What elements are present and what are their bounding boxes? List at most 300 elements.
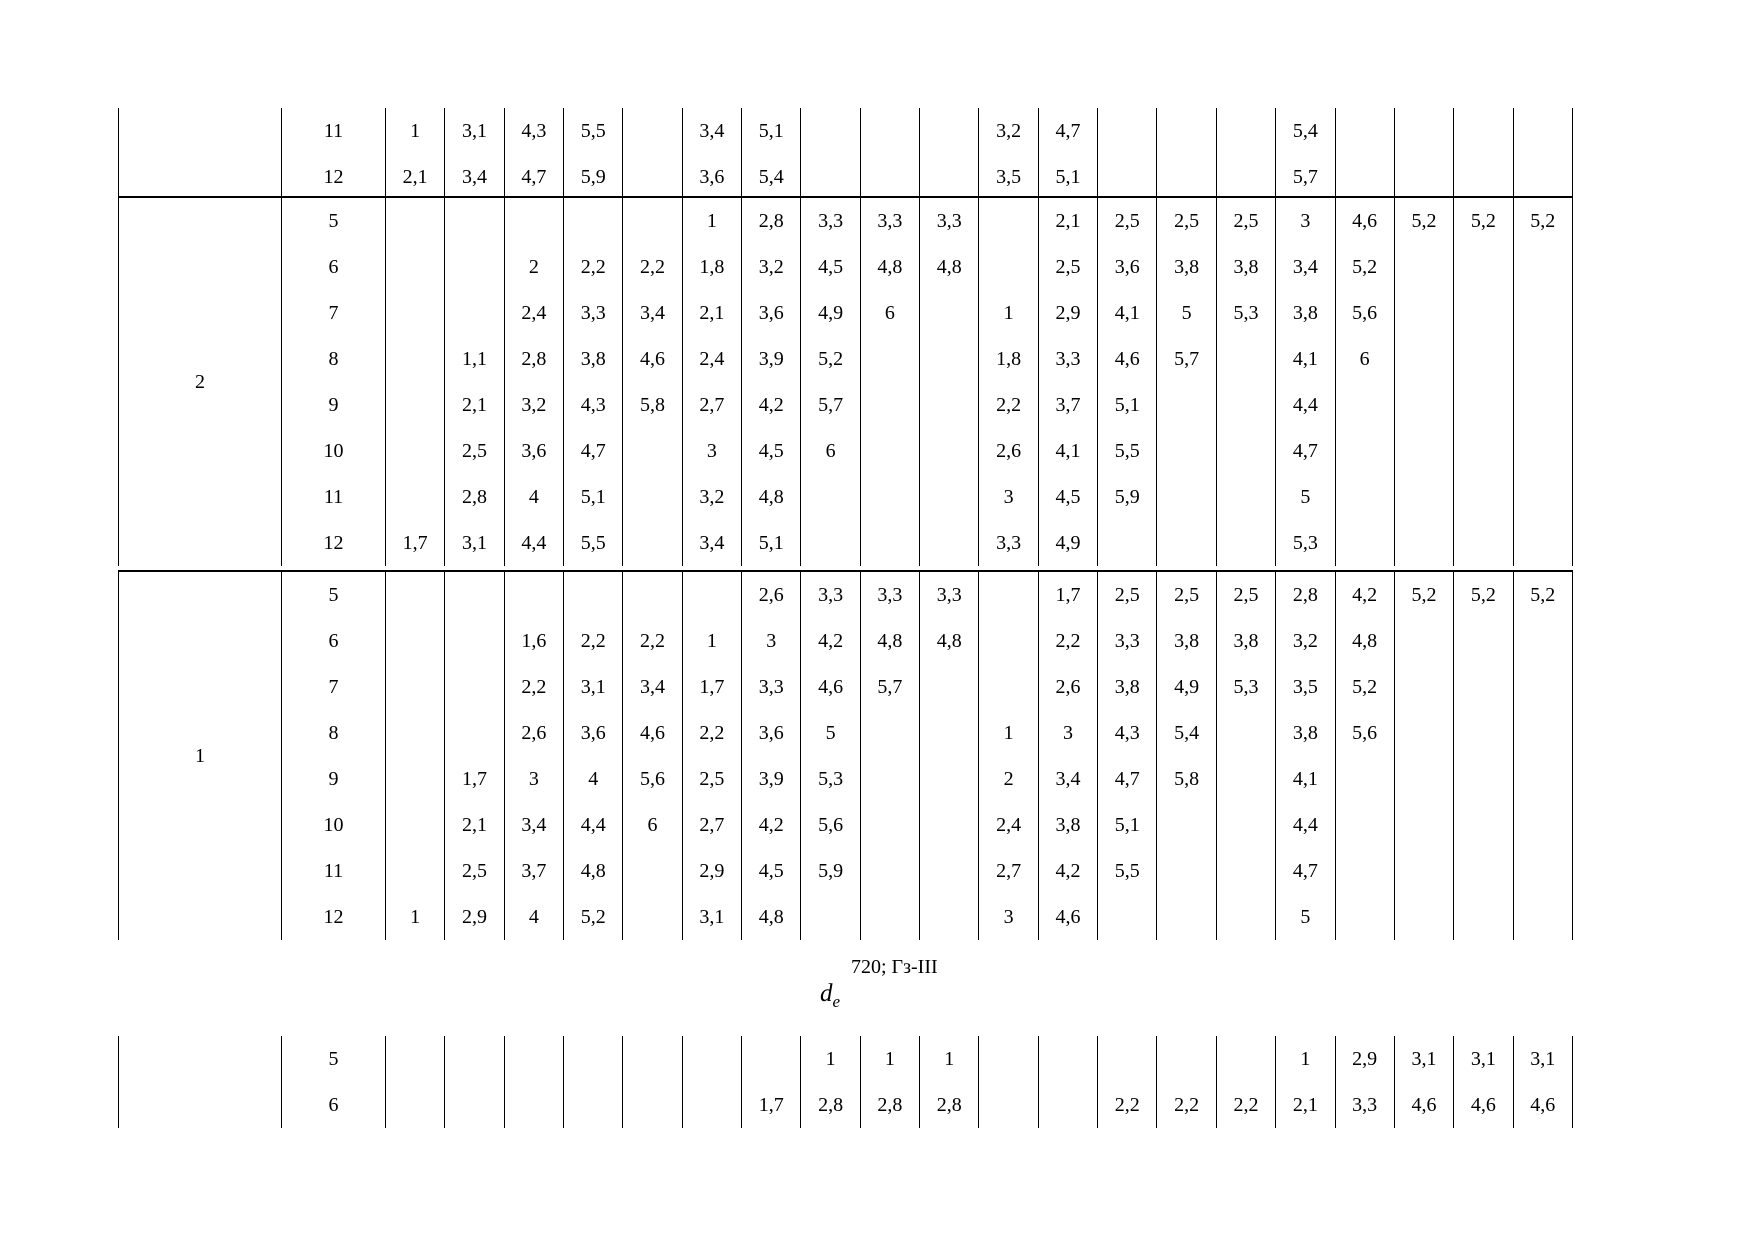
table-cell — [1454, 382, 1513, 428]
table-cell: 1,8 — [979, 336, 1038, 382]
table-row — [119, 474, 1573, 520]
table-cell — [386, 197, 445, 244]
table-cell: 3,1 — [1513, 1036, 1572, 1082]
table-cell: 1,7 — [445, 756, 504, 802]
table-cell: 5 — [1276, 474, 1335, 520]
table-cell: 4,6 — [1454, 1082, 1513, 1128]
table-cell: 5,3 — [801, 756, 860, 802]
table-cell — [119, 108, 282, 154]
table-cell: 5,5 — [564, 520, 623, 566]
table-cell: 3 — [504, 756, 563, 802]
table-cell — [1454, 618, 1513, 664]
table-cell: 2,8 — [504, 336, 563, 382]
table-cell — [386, 618, 445, 664]
table-cell: 2,1 — [1038, 197, 1097, 244]
table-cell: 3,8 — [1098, 664, 1157, 710]
table-cell: 2,6 — [1038, 664, 1097, 710]
table-cell: 3,2 — [979, 108, 1038, 154]
table-row — [119, 756, 1573, 802]
table-cell — [979, 618, 1038, 664]
table-cell: 3 — [979, 474, 1038, 520]
table-cell — [1454, 474, 1513, 520]
table-cell — [1216, 336, 1275, 382]
table-cell: 2,8 — [920, 1082, 979, 1128]
table-cell: 3,6 — [742, 290, 801, 336]
table-cell: 1 — [860, 1036, 919, 1082]
table-cell: 5,7 — [1157, 336, 1216, 382]
table-cell: 6 — [282, 618, 386, 664]
table-cell: 3,4 — [682, 520, 741, 566]
table-cell: 6 — [282, 244, 386, 290]
table-cell — [979, 1082, 1038, 1128]
table-cell — [386, 1082, 445, 1128]
table-row — [119, 1082, 1573, 1128]
table-cell: 3,1 — [445, 520, 504, 566]
table-cell: 5 — [801, 710, 860, 756]
table-cell: 5,8 — [1157, 756, 1216, 802]
table-cell: 2,9 — [1335, 1036, 1394, 1082]
table-cell: 1 — [979, 710, 1038, 756]
table-cell: 4,1 — [1038, 428, 1097, 474]
table-cell: 4,7 — [1276, 428, 1335, 474]
table-cell: 4 — [504, 894, 563, 940]
table-cell: 3,4 — [1038, 756, 1097, 802]
table-cell — [682, 1082, 741, 1128]
table-cell: 4 — [564, 756, 623, 802]
table-cell: 4,1 — [1276, 336, 1335, 382]
table-cell: 3,9 — [742, 336, 801, 382]
table-cell — [1157, 894, 1216, 940]
table-row — [119, 571, 1573, 618]
table-cell — [386, 848, 445, 894]
table-cell: 5,1 — [742, 520, 801, 566]
table-cell: 5,2 — [1394, 197, 1453, 244]
table-cell: 5 — [282, 197, 386, 244]
table-cell: 2,2 — [1157, 1082, 1216, 1128]
table-cell: 8 — [282, 336, 386, 382]
table-cell: 2,7 — [682, 382, 741, 428]
table-cell: 5,4 — [1276, 108, 1335, 154]
table-cell: 3,1 — [564, 664, 623, 710]
table-cell: 5,9 — [564, 154, 623, 200]
table-cell: 5,2 — [564, 894, 623, 940]
table-cell — [1513, 664, 1572, 710]
table-cell: 3,6 — [742, 710, 801, 756]
table-cell — [860, 520, 919, 566]
table-cell: 6 — [860, 290, 919, 336]
table-cell — [920, 336, 979, 382]
table-cell — [682, 1036, 741, 1082]
table-cell: 2,5 — [1157, 571, 1216, 618]
table-cell: 5,1 — [1038, 154, 1097, 200]
table-cell: 3,4 — [445, 154, 504, 200]
table-cell: 9 — [282, 382, 386, 428]
table-cell — [860, 848, 919, 894]
table-cell — [1513, 802, 1572, 848]
table-cell — [1335, 474, 1394, 520]
table-cell — [1335, 848, 1394, 894]
table-cell: 5,2 — [1513, 571, 1572, 618]
table-cell — [1513, 290, 1572, 336]
table-cell — [1513, 108, 1572, 154]
table-cell: 3,1 — [1454, 1036, 1513, 1082]
table-cell — [1216, 474, 1275, 520]
table-cell — [1038, 1036, 1097, 1082]
table-cell: 4,8 — [564, 848, 623, 894]
table-cell — [623, 520, 682, 566]
table-cell: 4,8 — [860, 618, 919, 664]
table-cell: 11 — [282, 848, 386, 894]
table-cell: 2,2 — [1216, 1082, 1275, 1128]
table-cell: 3 — [742, 618, 801, 664]
table-cell: 12 — [282, 894, 386, 940]
table-cell: 5,2 — [1513, 197, 1572, 244]
table-cell — [801, 520, 860, 566]
table-cell: 4,7 — [1276, 848, 1335, 894]
table-cell: 3 — [979, 894, 1038, 940]
table-cell — [1335, 894, 1394, 940]
table-cell: 4,7 — [1038, 108, 1097, 154]
table-cell — [386, 474, 445, 520]
table-cell: 2,2 — [1038, 618, 1097, 664]
table-cell: 4,7 — [564, 428, 623, 474]
table-cell — [1157, 154, 1216, 200]
table-cell: 2,8 — [445, 474, 504, 520]
table-cell: 3,4 — [623, 290, 682, 336]
table-cell — [1216, 108, 1275, 154]
table-cell — [1394, 108, 1453, 154]
table-cell — [1216, 802, 1275, 848]
table-row — [119, 802, 1573, 848]
table-cell — [860, 336, 919, 382]
table-cell: 5,1 — [1098, 802, 1157, 848]
table-cell: 3,8 — [1157, 244, 1216, 290]
section-heading — [820, 948, 980, 1011]
table-cell: 11 — [282, 108, 386, 154]
table-cell — [1038, 1082, 1097, 1128]
table-cell: 2,2 — [623, 618, 682, 664]
table-cell: 3,6 — [504, 428, 563, 474]
table-cell — [386, 664, 445, 710]
table-cell — [1454, 710, 1513, 756]
table-cell: 2,2 — [564, 618, 623, 664]
table-cell: 5,6 — [1335, 290, 1394, 336]
table-cell: 2 — [979, 756, 1038, 802]
table-cell: 3,1 — [1394, 1036, 1453, 1082]
table-cell: 5 — [1276, 894, 1335, 940]
table-cell: 4,7 — [1098, 756, 1157, 802]
table-cell — [623, 1036, 682, 1082]
table-cell: 4,5 — [742, 428, 801, 474]
table-cell: 3,4 — [623, 664, 682, 710]
table-cell — [1216, 428, 1275, 474]
table-cell — [564, 197, 623, 244]
table-cell: 2,5 — [1216, 571, 1275, 618]
table-cell: 3,2 — [742, 244, 801, 290]
table-cell: 4,8 — [742, 894, 801, 940]
table-cell — [1394, 894, 1453, 940]
table-cell — [1454, 520, 1513, 566]
table-cell — [445, 290, 504, 336]
table-cell: 2,1 — [682, 290, 741, 336]
table-cell — [801, 894, 860, 940]
table-cell — [920, 848, 979, 894]
table-cell — [920, 520, 979, 566]
table-cell: 4,3 — [1098, 710, 1157, 756]
table-cell — [1335, 428, 1394, 474]
table-cell — [1394, 520, 1453, 566]
table-cell — [445, 710, 504, 756]
table-cell — [445, 244, 504, 290]
table-cell: 4,6 — [1098, 336, 1157, 382]
table-cell — [1216, 520, 1275, 566]
table-cell — [386, 802, 445, 848]
table-cell: 2,8 — [801, 1082, 860, 1128]
table-row — [119, 894, 1573, 940]
table-cell: 2,7 — [682, 802, 741, 848]
table-cell — [860, 382, 919, 428]
table-cell: 5,9 — [1098, 474, 1157, 520]
table-cell — [979, 571, 1038, 618]
table-cell: 5,6 — [1335, 710, 1394, 756]
table-cell: 1 — [682, 618, 741, 664]
table-cell — [386, 571, 445, 618]
table-cell: 3,1 — [445, 108, 504, 154]
group-label-cell: 1 — [119, 571, 282, 940]
table-cell: 3,4 — [1276, 244, 1335, 290]
table-cell — [1335, 756, 1394, 802]
table-cell: 3,4 — [682, 108, 741, 154]
table-cell — [1513, 848, 1572, 894]
table-cell: 4,3 — [564, 382, 623, 428]
table-cell — [1454, 154, 1513, 200]
table-cell — [920, 290, 979, 336]
table-cell: 4,2 — [1038, 848, 1097, 894]
table-cell: 10 — [282, 802, 386, 848]
table-cell — [1513, 154, 1572, 200]
table-cell — [623, 154, 682, 200]
table-cell: 2,4 — [504, 290, 563, 336]
table-cell — [1513, 894, 1572, 940]
table-cell: 4,4 — [1276, 802, 1335, 848]
table-cell — [445, 1036, 504, 1082]
table-cell: 3,5 — [1276, 664, 1335, 710]
table-cell — [1513, 756, 1572, 802]
table-cell — [1513, 428, 1572, 474]
table-cell — [1454, 336, 1513, 382]
table-cell: 2,8 — [742, 197, 801, 244]
table-cell: 2 — [504, 244, 563, 290]
table-cell — [979, 664, 1038, 710]
table-cell: 2,1 — [445, 802, 504, 848]
group-label-cell: 2 — [119, 197, 282, 566]
table-row — [119, 520, 1573, 566]
table-cell: 3,8 — [1216, 244, 1275, 290]
table-cell: 2,4 — [682, 336, 741, 382]
table-cell: 4,9 — [1157, 664, 1216, 710]
table-cell: 2,5 — [445, 428, 504, 474]
table-cell: 3,5 — [979, 154, 1038, 200]
table-cell — [386, 1036, 445, 1082]
table-cell: 6 — [623, 802, 682, 848]
table-cell — [1216, 894, 1275, 940]
table-cell: 4 — [504, 474, 563, 520]
table-cell: 4,6 — [623, 336, 682, 382]
table-cell — [860, 108, 919, 154]
table-cell — [1098, 520, 1157, 566]
table-cell: 3,1 — [682, 894, 741, 940]
table-cell: 5,4 — [1157, 710, 1216, 756]
table-cell: 6 — [282, 1082, 386, 1128]
table-cell: 1,7 — [682, 664, 741, 710]
table-cell — [920, 664, 979, 710]
table-cell — [119, 1082, 282, 1128]
table-cell: 4,6 — [1335, 197, 1394, 244]
table-cell: 5 — [282, 1036, 386, 1082]
table-cell — [1335, 520, 1394, 566]
table-cell — [386, 290, 445, 336]
table-cell — [1394, 244, 1453, 290]
table-cell — [1454, 756, 1513, 802]
table-cell — [623, 1082, 682, 1128]
table-cell — [979, 197, 1038, 244]
table-cell — [920, 154, 979, 200]
table-cell: 2,2 — [564, 244, 623, 290]
table-cell: 3,3 — [979, 520, 1038, 566]
table-cell — [1454, 244, 1513, 290]
table-cell — [504, 571, 563, 618]
table-cell — [860, 428, 919, 474]
table-cell: 3,3 — [1038, 336, 1097, 382]
table-cell — [386, 382, 445, 428]
table-cell: 2,8 — [860, 1082, 919, 1128]
table-row — [119, 664, 1573, 710]
table-cell: 5,3 — [1216, 290, 1275, 336]
table-cell: 3 — [1038, 710, 1097, 756]
table-cell — [1513, 618, 1572, 664]
table-cell: 3,2 — [504, 382, 563, 428]
table-cell: 1,7 — [742, 1082, 801, 1128]
table-cell — [1394, 428, 1453, 474]
table-cell — [801, 108, 860, 154]
table-cell — [1157, 108, 1216, 154]
table-cell: 4,9 — [801, 290, 860, 336]
table-cell — [1454, 848, 1513, 894]
table-cell — [504, 1036, 563, 1082]
table-row — [119, 154, 1573, 200]
table-row — [119, 382, 1573, 428]
table-cell: 1 — [801, 1036, 860, 1082]
table-cell: 7 — [282, 290, 386, 336]
table-cell: 1 — [920, 1036, 979, 1082]
table-cell: 5,9 — [801, 848, 860, 894]
table-cell: 4,9 — [1038, 520, 1097, 566]
table-cell: 4,8 — [1335, 618, 1394, 664]
table-cell — [1454, 802, 1513, 848]
table-cell: 5,7 — [860, 664, 919, 710]
table-cell: 6 — [801, 428, 860, 474]
table-cell: 3,6 — [564, 710, 623, 756]
data-table-group-1 — [118, 570, 1573, 940]
table-cell — [386, 710, 445, 756]
table-cell — [445, 618, 504, 664]
table-cell — [1216, 154, 1275, 200]
table-cell: 3,3 — [920, 197, 979, 244]
table-cell: 3,3 — [564, 290, 623, 336]
table-cell: 4,4 — [1276, 382, 1335, 428]
table-cell — [1394, 474, 1453, 520]
table-cell — [1157, 520, 1216, 566]
table-cell — [1335, 802, 1394, 848]
table-cell: 5,7 — [1276, 154, 1335, 200]
table-cell: 3,7 — [1038, 382, 1097, 428]
table-cell: 3,3 — [1098, 618, 1157, 664]
table-cell — [860, 894, 919, 940]
table-cell: 12 — [282, 520, 386, 566]
table-cell: 5 — [1157, 290, 1216, 336]
table-cell: 3,6 — [682, 154, 741, 200]
table-cell: 1 — [386, 894, 445, 940]
table-cell: 4,5 — [742, 848, 801, 894]
table-cell: 3,2 — [1276, 618, 1335, 664]
table-cell — [920, 382, 979, 428]
table-cell: 2,9 — [445, 894, 504, 940]
table-cell — [1335, 382, 1394, 428]
table-cell — [623, 197, 682, 244]
table-cell: 4,5 — [801, 244, 860, 290]
table-cell: 5,5 — [564, 108, 623, 154]
data-table-group-2 — [118, 196, 1573, 566]
table-cell: 4,2 — [742, 382, 801, 428]
table-row — [119, 108, 1573, 154]
table-cell: 2,4 — [979, 802, 1038, 848]
table-cell — [1098, 108, 1157, 154]
table-cell — [445, 1082, 504, 1128]
table-row — [119, 618, 1573, 664]
table-cell — [386, 244, 445, 290]
table-cell: 4,8 — [920, 618, 979, 664]
table-cell — [1513, 520, 1572, 566]
table-cell: 4,8 — [742, 474, 801, 520]
table-cell: 5,4 — [742, 154, 801, 200]
table-cell — [1157, 848, 1216, 894]
table-cell — [1394, 154, 1453, 200]
table-cell: 2,1 — [386, 154, 445, 200]
table-row — [119, 1036, 1573, 1082]
table-cell — [860, 756, 919, 802]
table-cell — [920, 756, 979, 802]
table-cell — [1157, 428, 1216, 474]
table-row — [119, 710, 1573, 756]
table-cell — [1394, 336, 1453, 382]
table-cell — [386, 756, 445, 802]
table-cell — [623, 894, 682, 940]
table-cell — [860, 154, 919, 200]
table-cell: 6 — [1335, 336, 1394, 382]
table-cell: 5,5 — [1098, 428, 1157, 474]
table-cell — [920, 108, 979, 154]
table-cell — [119, 154, 282, 200]
table-cell — [1394, 664, 1453, 710]
table-cell: 2,8 — [1276, 571, 1335, 618]
table-cell: 2,5 — [1038, 244, 1097, 290]
table-cell — [860, 802, 919, 848]
table-cell: 5,7 — [801, 382, 860, 428]
table-cell — [564, 571, 623, 618]
table-cell — [1513, 474, 1572, 520]
table-cell: 3,8 — [1216, 618, 1275, 664]
table-cell — [623, 108, 682, 154]
